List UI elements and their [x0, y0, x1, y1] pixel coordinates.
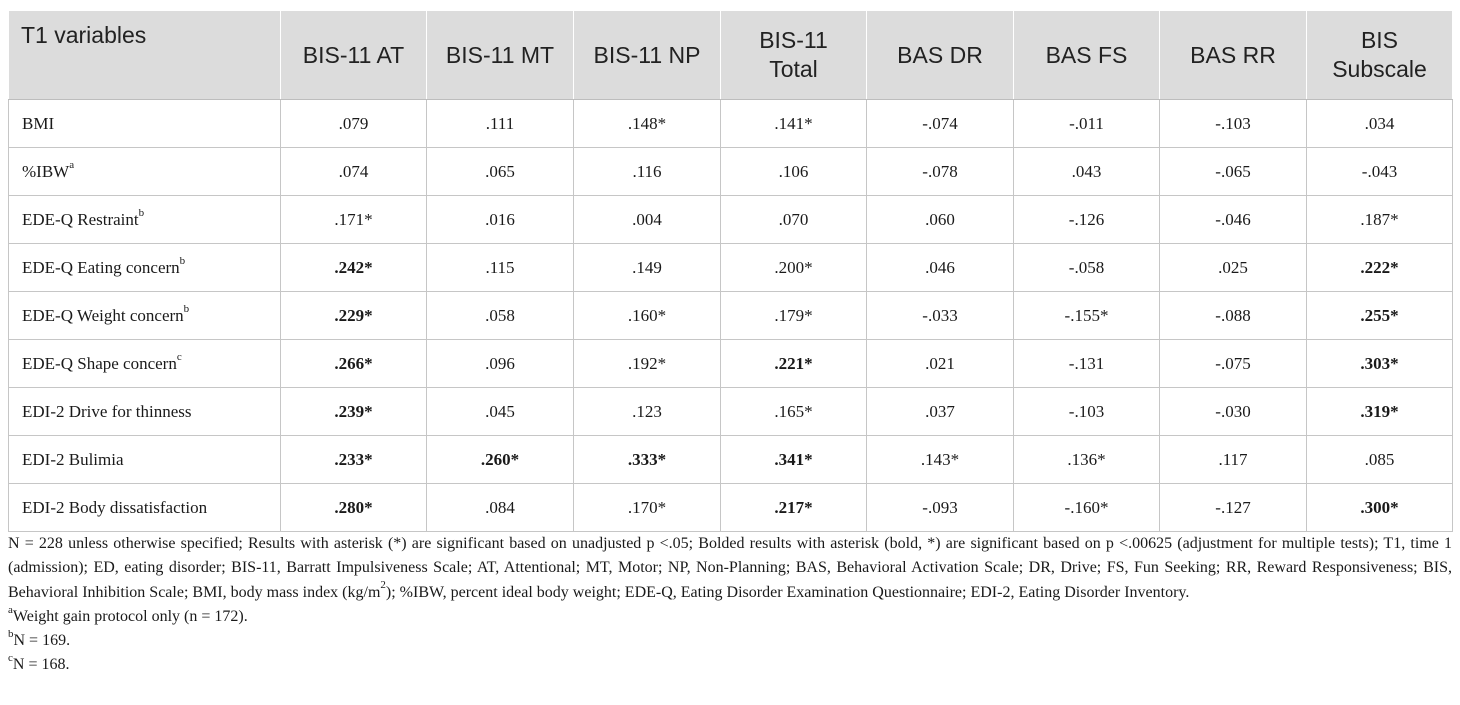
correlation-cell: .141*	[721, 100, 867, 148]
correlation-cell: -.046	[1160, 196, 1307, 244]
correlation-cell: .123	[574, 388, 721, 436]
correlation-cell: -.043	[1307, 148, 1453, 196]
row-variable-footnote-mark: b	[179, 254, 186, 267]
correlation-cell: .136*	[1014, 436, 1160, 484]
correlation-cell: .171*	[281, 196, 427, 244]
correlation-cell: -.088	[1160, 292, 1307, 340]
correlation-cell: -.103	[1160, 100, 1307, 148]
table-row	[9, 292, 1453, 340]
abbreviation-note-part2: ); %IBW, percent ideal body weight; EDE-Q, Eating Disorder Examination Questionnaire; EDI-2, Eating Disorder Inventory.	[385, 583, 1190, 601]
row-variable-footnote-mark: b	[138, 206, 145, 219]
footnote-a	[8, 605, 1452, 629]
row-variable-text: %IBW	[22, 161, 70, 181]
row-variable-text: EDE-Q Weight concern	[22, 305, 184, 325]
row-variable-text: EDI-2 Bulimia	[22, 449, 124, 469]
correlation-cell: .115	[427, 244, 574, 292]
row-variable-text: BMI	[22, 113, 55, 133]
header-bas-dr: BAS DR	[867, 11, 1014, 100]
correlation-cell: .242*	[281, 244, 427, 292]
row-variable-label	[9, 388, 281, 436]
row-variable-label	[9, 196, 281, 244]
correlation-cell: .192*	[574, 340, 721, 388]
correlation-cell: .074	[281, 148, 427, 196]
correlation-cell: .239*	[281, 388, 427, 436]
correlation-cell: .222*	[1307, 244, 1453, 292]
row-variable-label	[9, 148, 281, 196]
correlation-cell: .070	[721, 196, 867, 244]
correlation-cell: -.033	[867, 292, 1014, 340]
correlation-cell: .300*	[1307, 484, 1453, 532]
correlation-cell: .229*	[281, 292, 427, 340]
correlation-cell: .085	[1307, 436, 1453, 484]
footnote-text: N = 169.	[13, 632, 71, 650]
row-variable-label	[9, 100, 281, 148]
correlation-cell: .187*	[1307, 196, 1453, 244]
correlation-cell: .149	[574, 244, 721, 292]
abbreviation-note-part1: N = 228 unless otherwise specified; Results with asterisk (*) are significant based on unadjusted p <.05; Bolded results with asterisk (bold, *) are significant based on p <.00625 (adjustment for multiple tests); T1, time 1 (admission); ED, eating disorder; BIS-11, Barratt Impulsiveness Scale; AT, Attentional; MT, Motor; NP, Non-Planning; BAS, Behavioral Activation Scale; DR, Drive; FS, Fun Seeking; RR, Reward Responsiveness; BIS, Behavioral Inhibition Scale; BMI, body mass index (kg/m	[8, 535, 1452, 601]
table-row	[9, 436, 1453, 484]
header-bis11-mt: BIS-11 MT	[427, 11, 574, 100]
correlation-cell: .004	[574, 196, 721, 244]
abbreviation-note	[8, 532, 1452, 605]
table-row	[9, 388, 1453, 436]
correlation-cell: .200*	[721, 244, 867, 292]
footnote-b	[8, 629, 1452, 653]
correlation-cell: .319*	[1307, 388, 1453, 436]
header-row	[9, 11, 1453, 100]
correlation-cell: .111	[427, 100, 574, 148]
footnote-mark: a	[8, 603, 13, 616]
row-variable-label	[9, 484, 281, 532]
header-bas-rr: BAS RR	[1160, 11, 1307, 100]
correlation-cell: .303*	[1307, 340, 1453, 388]
correlation-cell: -.093	[867, 484, 1014, 532]
row-variable-footnote-mark: c	[176, 350, 182, 363]
correlation-cell: .117	[1160, 436, 1307, 484]
header-t1-variables: T1 variables	[9, 11, 281, 100]
correlation-cell: .016	[427, 196, 574, 244]
footnote-c	[8, 653, 1452, 677]
correlation-cell: -.155*	[1014, 292, 1160, 340]
header-bis11-at: BIS-11 AT	[281, 11, 427, 100]
table-row	[9, 100, 1453, 148]
correlation-cell: .179*	[721, 292, 867, 340]
correlation-cell: .058	[427, 292, 574, 340]
header-bas-fs: BAS FS	[1014, 11, 1160, 100]
correlation-cell: .280*	[281, 484, 427, 532]
correlation-cell: .084	[427, 484, 574, 532]
correlation-cell: .065	[427, 148, 574, 196]
correlation-cell: .021	[867, 340, 1014, 388]
row-variable-label	[9, 340, 281, 388]
correlation-cell: .034	[1307, 100, 1453, 148]
correlation-cell: .333*	[574, 436, 721, 484]
correlation-cell: .170*	[574, 484, 721, 532]
correlation-cell: .341*	[721, 436, 867, 484]
correlation-cell: -.058	[1014, 244, 1160, 292]
correlation-cell: -.011	[1014, 100, 1160, 148]
correlation-cell: .266*	[281, 340, 427, 388]
row-variable-label	[9, 436, 281, 484]
footnote-mark: c	[8, 652, 13, 665]
table-body	[9, 100, 1453, 532]
footnote-text: N = 168.	[12, 656, 70, 674]
row-variable-text: EDI-2 Body dissatisfaction	[22, 497, 208, 517]
correlation-cell: .025	[1160, 244, 1307, 292]
row-variable-label	[9, 292, 281, 340]
correlation-table	[8, 10, 1453, 532]
row-variable-text: EDI-2 Drive for thinness	[22, 401, 192, 421]
header-bis-subscale: BIS Subscale	[1307, 11, 1453, 100]
table-row	[9, 340, 1453, 388]
correlation-cell: .148*	[574, 100, 721, 148]
correlation-cell: .096	[427, 340, 574, 388]
table-row	[9, 484, 1453, 532]
row-variable-footnote-mark: a	[69, 158, 75, 171]
correlation-cell: .116	[574, 148, 721, 196]
correlation-table-container	[8, 10, 1452, 532]
correlation-cell: .255*	[1307, 292, 1453, 340]
header-bis11-total: BIS-11 Total	[721, 11, 867, 100]
row-variable-text: EDE-Q Eating concern	[22, 257, 180, 277]
correlation-cell: -.127	[1160, 484, 1307, 532]
correlation-cell: .046	[867, 244, 1014, 292]
correlation-cell: .037	[867, 388, 1014, 436]
correlation-cell: .260*	[427, 436, 574, 484]
correlation-cell: -.065	[1160, 148, 1307, 196]
row-variable-text: EDE-Q Shape concern	[22, 353, 177, 373]
correlation-cell: .045	[427, 388, 574, 436]
correlation-cell: -.103	[1014, 388, 1160, 436]
header-bis11-np: BIS-11 NP	[574, 11, 721, 100]
correlation-cell: -.078	[867, 148, 1014, 196]
table-row	[9, 196, 1453, 244]
correlation-cell: -.160*	[1014, 484, 1160, 532]
correlation-cell: -.074	[867, 100, 1014, 148]
table-row	[9, 148, 1453, 196]
correlation-cell: .043	[1014, 148, 1160, 196]
correlation-cell: .143*	[867, 436, 1014, 484]
footnote-mark: b	[8, 627, 14, 640]
correlation-cell: -.030	[1160, 388, 1307, 436]
row-variable-footnote-mark: b	[183, 302, 190, 315]
row-variable-text: EDE-Q Restraint	[22, 209, 139, 229]
correlation-cell: .106	[721, 148, 867, 196]
correlation-cell: -.126	[1014, 196, 1160, 244]
correlation-cell: .060	[867, 196, 1014, 244]
correlation-cell: .079	[281, 100, 427, 148]
correlation-cell: -.075	[1160, 340, 1307, 388]
row-variable-label	[9, 244, 281, 292]
correlation-cell: .221*	[721, 340, 867, 388]
table-notes	[8, 532, 1452, 678]
correlation-cell: -.131	[1014, 340, 1160, 388]
abbreviation-note-superscript: 2	[380, 579, 386, 592]
correlation-cell: .217*	[721, 484, 867, 532]
correlation-cell: .233*	[281, 436, 427, 484]
correlation-cell: .160*	[574, 292, 721, 340]
footnote-text: Weight gain protocol only (n = 172).	[12, 607, 248, 625]
table-row	[9, 244, 1453, 292]
correlation-cell: .165*	[721, 388, 867, 436]
